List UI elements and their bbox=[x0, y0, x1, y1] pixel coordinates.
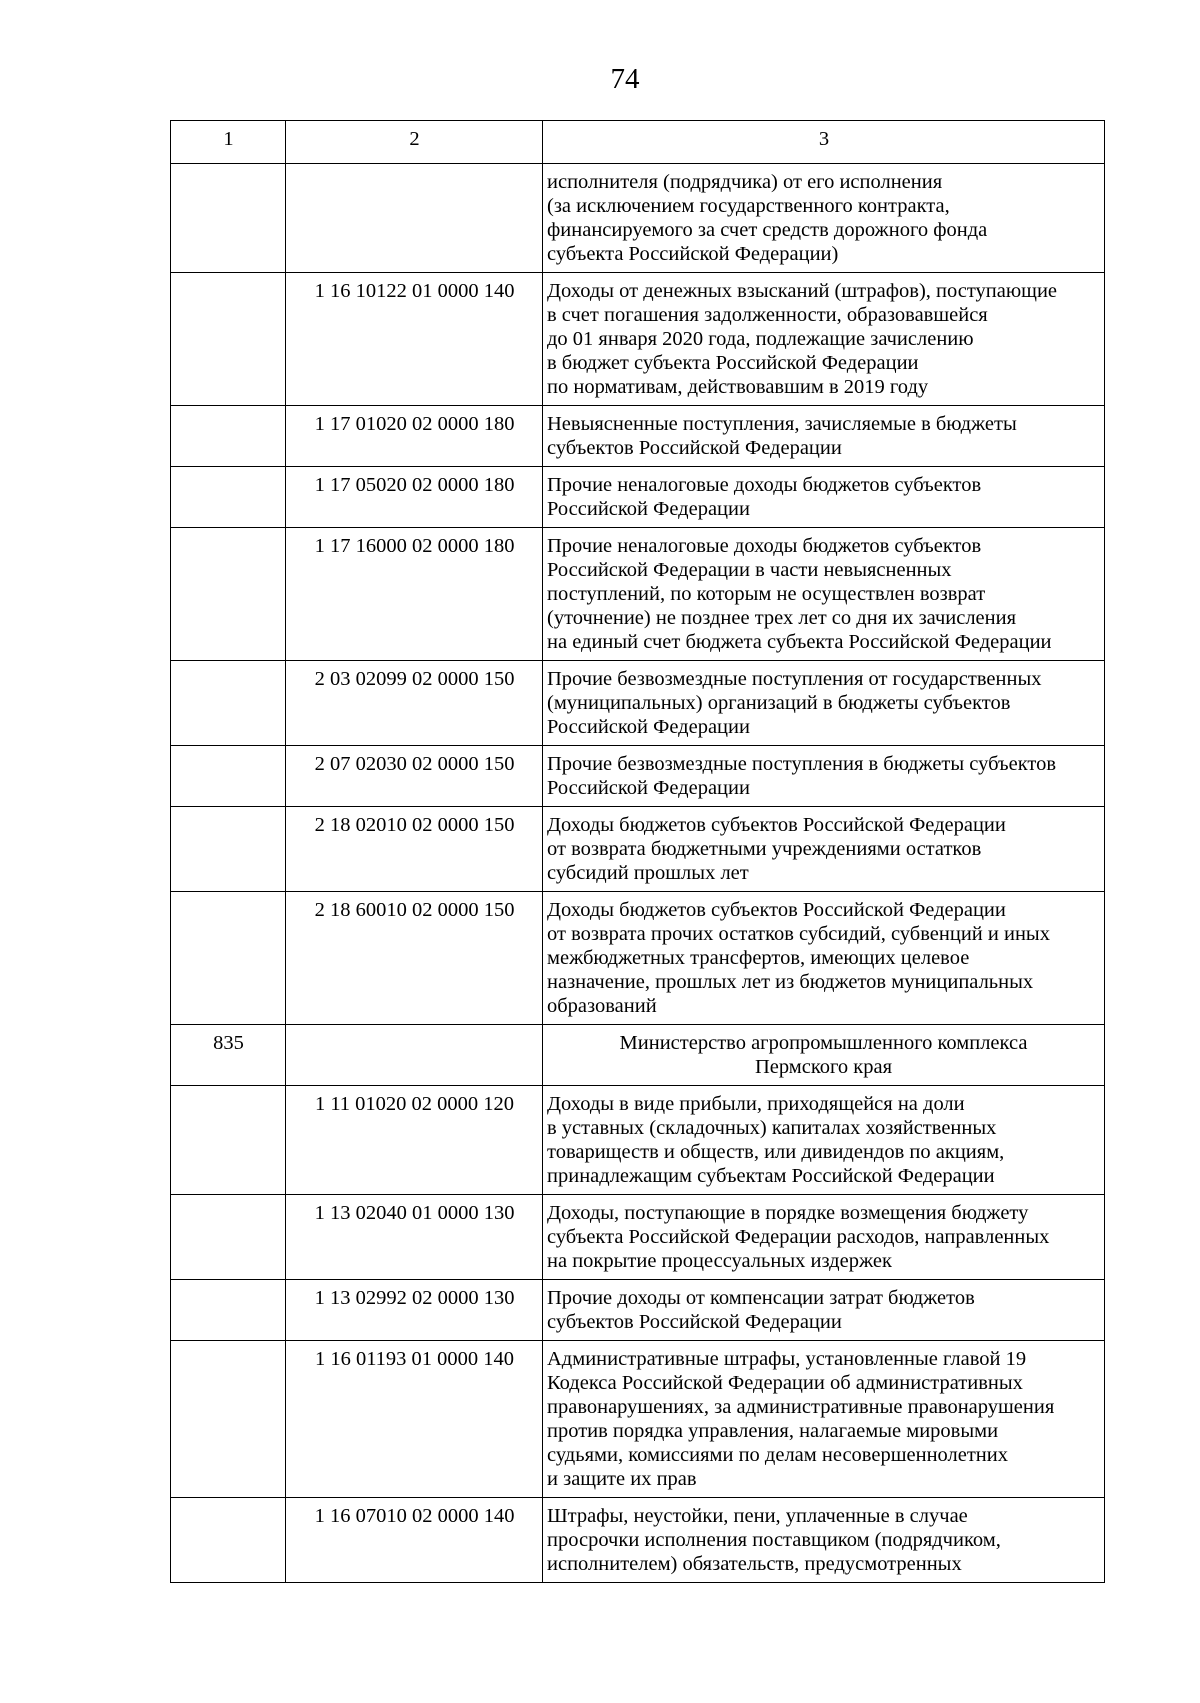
description-cell: Доходы от денежных взысканий (штрафов), поступающие в счет погашения задолженности, образовавшейся до 01 января 2020 года, подлежащие зачислению в бюджет субъекта Российской Федерации по нормативам, действовавшим в 2019 году bbox=[543, 273, 1105, 406]
admin-code-cell bbox=[171, 406, 286, 467]
budget-code-cell: 2 18 02010 02 0000 150 bbox=[286, 807, 543, 892]
admin-code-cell bbox=[171, 661, 286, 746]
description-cell: Административные штрафы, установленные главой 19 Кодекса Российской Федерации об административных правонарушениях, за административные правонарушения против порядка управления, налагаемые мировыми судьями, комиссиями по делам несовершеннолетних и защите их прав bbox=[543, 1341, 1105, 1498]
table-row bbox=[171, 892, 1105, 1025]
table-row bbox=[171, 406, 1105, 467]
budget-code-cell: 1 16 10122 01 0000 140 bbox=[286, 273, 543, 406]
budget-code-cell bbox=[286, 1025, 543, 1086]
table-row bbox=[171, 528, 1105, 661]
table-body bbox=[171, 164, 1105, 1583]
table-row bbox=[171, 1498, 1105, 1583]
budget-code-cell: 1 17 05020 02 0000 180 bbox=[286, 467, 543, 528]
admin-code-cell bbox=[171, 1341, 286, 1498]
table-row bbox=[171, 273, 1105, 406]
description-cell: Доходы, поступающие в порядке возмещения бюджету субъекта Российской Федерации расходов, направленных на покрытие процессуальных издержек bbox=[543, 1195, 1105, 1280]
column-header-admin: 1 bbox=[171, 121, 286, 164]
table-row bbox=[171, 1025, 1105, 1086]
admin-code-cell bbox=[171, 528, 286, 661]
budget-code-cell: 1 13 02040 01 0000 130 bbox=[286, 1195, 543, 1280]
column-header-description: 3 bbox=[543, 121, 1105, 164]
description-cell: Доходы бюджетов субъектов Российской Федерации от возврата прочих остатков субсидий, субвенций и иных межбюджетных трансфертов, имеющих целевое назначение, прошлых лет из бюджетов муниципальных образований bbox=[543, 892, 1105, 1025]
description-cell: Прочие безвозмездные поступления от государственных (муниципальных) организаций в бюджеты субъектов Российской Федерации bbox=[543, 661, 1105, 746]
description-cell: Доходы в виде прибыли, приходящейся на доли в уставных (складочных) капиталах хозяйственных товариществ и обществ, или дивидендов по акциям, принадлежащим субъектам Российской Федерации bbox=[543, 1086, 1105, 1195]
admin-code-cell bbox=[171, 746, 286, 807]
budget-code-cell: 2 03 02099 02 0000 150 bbox=[286, 661, 543, 746]
description-cell: Прочие неналоговые доходы бюджетов субъектов Российской Федерации bbox=[543, 467, 1105, 528]
admin-code-cell bbox=[171, 1280, 286, 1341]
admin-code-cell bbox=[171, 1086, 286, 1195]
description-cell: Прочие доходы от компенсации затрат бюджетов субъектов Российской Федерации bbox=[543, 1280, 1105, 1341]
table-row bbox=[171, 1086, 1105, 1195]
budget-code-cell: 1 17 01020 02 0000 180 bbox=[286, 406, 543, 467]
budget-code-cell bbox=[286, 164, 543, 273]
admin-code-cell bbox=[171, 467, 286, 528]
budget-code-cell: 2 18 60010 02 0000 150 bbox=[286, 892, 543, 1025]
budget-code-cell: 1 17 16000 02 0000 180 bbox=[286, 528, 543, 661]
description-cell: Невыясненные поступления, зачисляемые в бюджеты субъектов Российской Федерации bbox=[543, 406, 1105, 467]
table-row bbox=[171, 1195, 1105, 1280]
description-cell: Штрафы, неустойки, пени, уплаченные в случае просрочки исполнения поставщиком (подрядчиком, исполнителем) обязательств, предусмотренных bbox=[543, 1498, 1105, 1583]
table-row bbox=[171, 1341, 1105, 1498]
budget-code-cell: 1 13 02992 02 0000 130 bbox=[286, 1280, 543, 1341]
budget-code-cell: 2 07 02030 02 0000 150 bbox=[286, 746, 543, 807]
table-row bbox=[171, 661, 1105, 746]
description-cell: исполнителя (подрядчика) от его исполнения (за исключением государственного контракта, финансируемого за счет средств дорожного фонда субъекта Российской Федерации) bbox=[543, 164, 1105, 273]
table-row bbox=[171, 746, 1105, 807]
table-row bbox=[171, 807, 1105, 892]
admin-code-cell bbox=[171, 273, 286, 406]
table-header-row bbox=[171, 121, 1105, 164]
admin-code-cell bbox=[171, 892, 286, 1025]
table-row bbox=[171, 164, 1105, 273]
description-cell: Прочие неналоговые доходы бюджетов субъектов Российской Федерации в части невыясненных поступлений, по которым не осуществлен возврат (уточнение) не позднее трех лет со дня их зачисления на единый счет бюджета субъекта Российской Федерации bbox=[543, 528, 1105, 661]
description-cell: Доходы бюджетов субъектов Российской Федерации от возврата бюджетными учреждениями остатков субсидий прошлых лет bbox=[543, 807, 1105, 892]
description-cell: Прочие безвозмездные поступления в бюджеты субъектов Российской Федерации bbox=[543, 746, 1105, 807]
admin-code-cell: 835 bbox=[171, 1025, 286, 1086]
table-row bbox=[171, 1280, 1105, 1341]
budget-code-cell: 1 11 01020 02 0000 120 bbox=[286, 1086, 543, 1195]
page-number: 74 bbox=[610, 63, 640, 95]
budget-code-cell: 1 16 07010 02 0000 140 bbox=[286, 1498, 543, 1583]
revenue-codes-table bbox=[170, 120, 1105, 1583]
description-cell: Министерство агропромышленного комплекса Пермского края bbox=[543, 1025, 1105, 1086]
admin-code-cell bbox=[171, 1195, 286, 1280]
budget-code-cell: 1 16 01193 01 0000 140 bbox=[286, 1341, 543, 1498]
table-row bbox=[171, 467, 1105, 528]
admin-code-cell bbox=[171, 164, 286, 273]
column-header-code: 2 bbox=[286, 121, 543, 164]
admin-code-cell bbox=[171, 1498, 286, 1583]
admin-code-cell bbox=[171, 807, 286, 892]
